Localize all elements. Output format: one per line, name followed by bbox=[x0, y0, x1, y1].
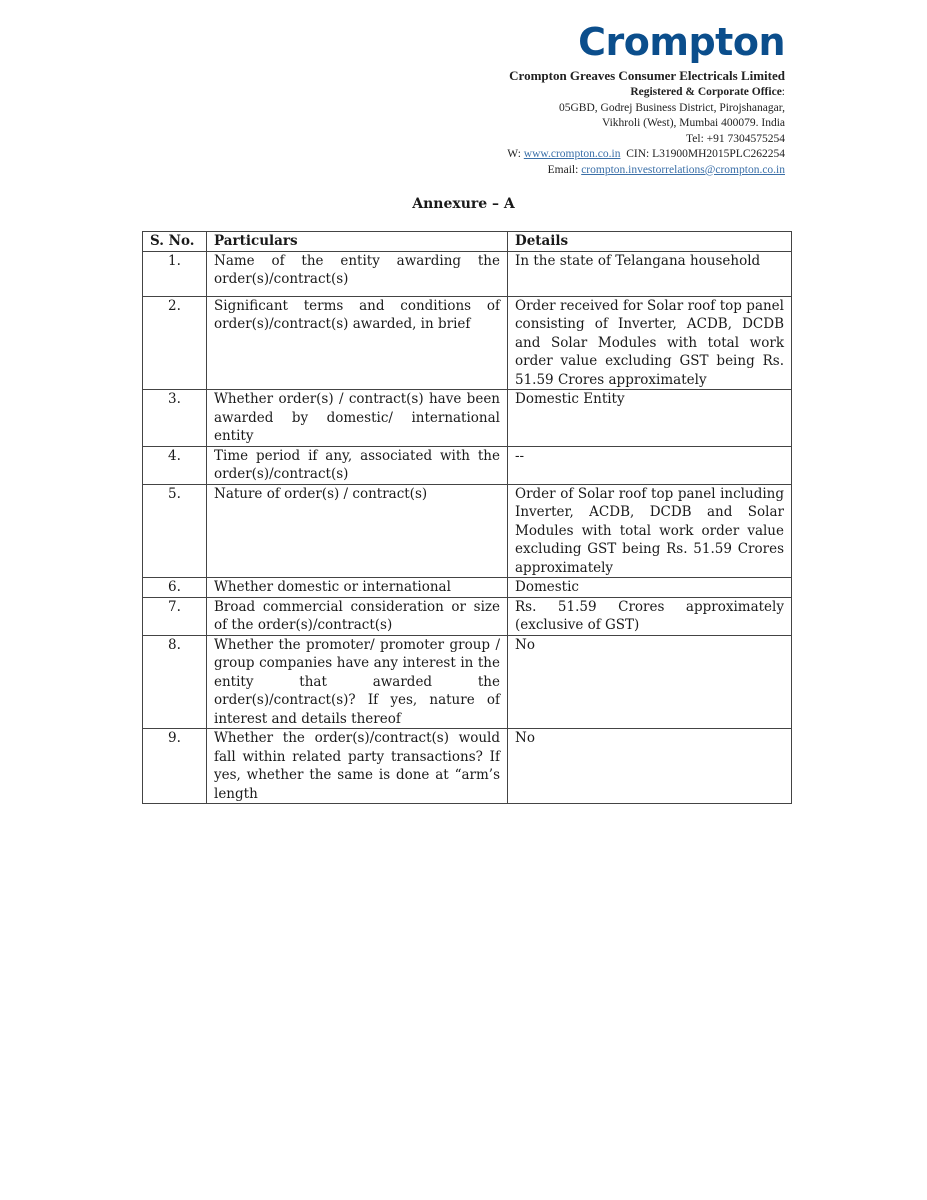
row-sno: 8. bbox=[143, 635, 207, 729]
row-sno: 5. bbox=[143, 484, 207, 578]
table-row bbox=[143, 635, 792, 729]
address-line-2: Vikhroli (West), Mumbai 400079. India bbox=[602, 117, 785, 129]
annexure-table bbox=[142, 231, 792, 804]
row-particulars: Nature of order(s) / contract(s) bbox=[207, 484, 508, 578]
office-line bbox=[507, 85, 785, 101]
office-label: Registered & Corporate Office bbox=[630, 86, 782, 98]
table-row bbox=[143, 296, 792, 390]
company-name: Crompton Greaves Consumer Electricals Limited bbox=[509, 68, 785, 83]
table-row bbox=[143, 446, 792, 484]
row-sno: 3. bbox=[143, 390, 207, 447]
table-row bbox=[143, 251, 792, 296]
row-particulars: Whether the promoter/ promoter group / group companies have any interest in the entity that awarded the order(s)/contract(s)? If yes, nature of interest and details thereof bbox=[207, 635, 508, 729]
row-particulars: Whether the order(s)/contract(s) would fall within related party transactions? If yes, whether the same is done at “arm’s length bbox=[207, 729, 508, 804]
table-header-row bbox=[143, 232, 792, 252]
row-sno: 9. bbox=[143, 729, 207, 804]
website-link[interactable]: www.crompton.co.in bbox=[523, 148, 621, 160]
table-row bbox=[143, 390, 792, 447]
table-row bbox=[143, 729, 792, 804]
row-particulars: Broad commercial consideration or size of the order(s)/contract(s) bbox=[207, 597, 508, 635]
row-details: -- bbox=[508, 446, 792, 484]
address-line-1: 05GBD, Godrej Business District, Pirojshanagar, bbox=[558, 101, 785, 114]
table-row bbox=[143, 578, 792, 598]
row-details: In the state of Telangana household bbox=[508, 251, 792, 296]
cin: CIN: L31900MH2015PLC262254 bbox=[626, 148, 785, 160]
row-sno: 6. bbox=[143, 578, 207, 598]
row-particulars: Name of the entity awarding the order(s)/contract(s) bbox=[207, 251, 508, 296]
row-details: Domestic bbox=[508, 578, 792, 598]
table-row bbox=[143, 484, 792, 578]
web-prefix: W: bbox=[507, 148, 524, 160]
table-row bbox=[143, 597, 792, 635]
row-details: Rs. 51.59 Crores approximately (exclusive of GST) bbox=[508, 597, 792, 635]
email-prefix: Email: bbox=[547, 163, 582, 176]
row-particulars: Significant terms and conditions of order(s)/contract(s) awarded, in brief bbox=[207, 296, 508, 390]
row-details: Order of Solar roof top panel including Inverter, ACDB, DCDB and Solar Modules with total work order value excluding GST being Rs. 51.59 Crores approximately bbox=[508, 484, 792, 578]
row-sno: 2. bbox=[143, 296, 207, 390]
row-particulars: Whether order(s) / contract(s) have been awarded by domestic/ international entity bbox=[207, 390, 508, 447]
header-particulars: Particulars bbox=[207, 232, 508, 252]
row-particulars: Time period if any, associated with the order(s)/contract(s) bbox=[207, 446, 508, 484]
telephone: Tel: +91 7304575254 bbox=[686, 132, 785, 145]
email-link[interactable]: crompton.investorrelations@crompton.co.in bbox=[581, 163, 785, 176]
row-sno: 4. bbox=[143, 446, 207, 484]
row-details: No bbox=[508, 729, 792, 804]
row-sno: 1. bbox=[143, 251, 207, 296]
letterhead bbox=[507, 67, 785, 178]
header-sno: S. No. bbox=[143, 232, 207, 252]
annexure-title: Annexure – A bbox=[412, 196, 515, 212]
row-details: Order received for Solar roof top panel consisting of Inverter, ACDB, DCDB and Solar Modules with total work order value excluding GST being Rs. 51.59 Crores approximately bbox=[508, 296, 792, 390]
header-details: Details bbox=[508, 232, 792, 252]
row-particulars: Whether domestic or international bbox=[207, 578, 508, 598]
web-cin-line bbox=[507, 147, 785, 163]
crompton-logo: Crompton bbox=[578, 20, 785, 64]
email-line bbox=[507, 163, 785, 179]
row-details: No bbox=[508, 635, 792, 729]
row-sno: 7. bbox=[143, 597, 207, 635]
office-colon: : bbox=[781, 86, 785, 98]
row-details: Domestic Entity bbox=[508, 390, 792, 447]
